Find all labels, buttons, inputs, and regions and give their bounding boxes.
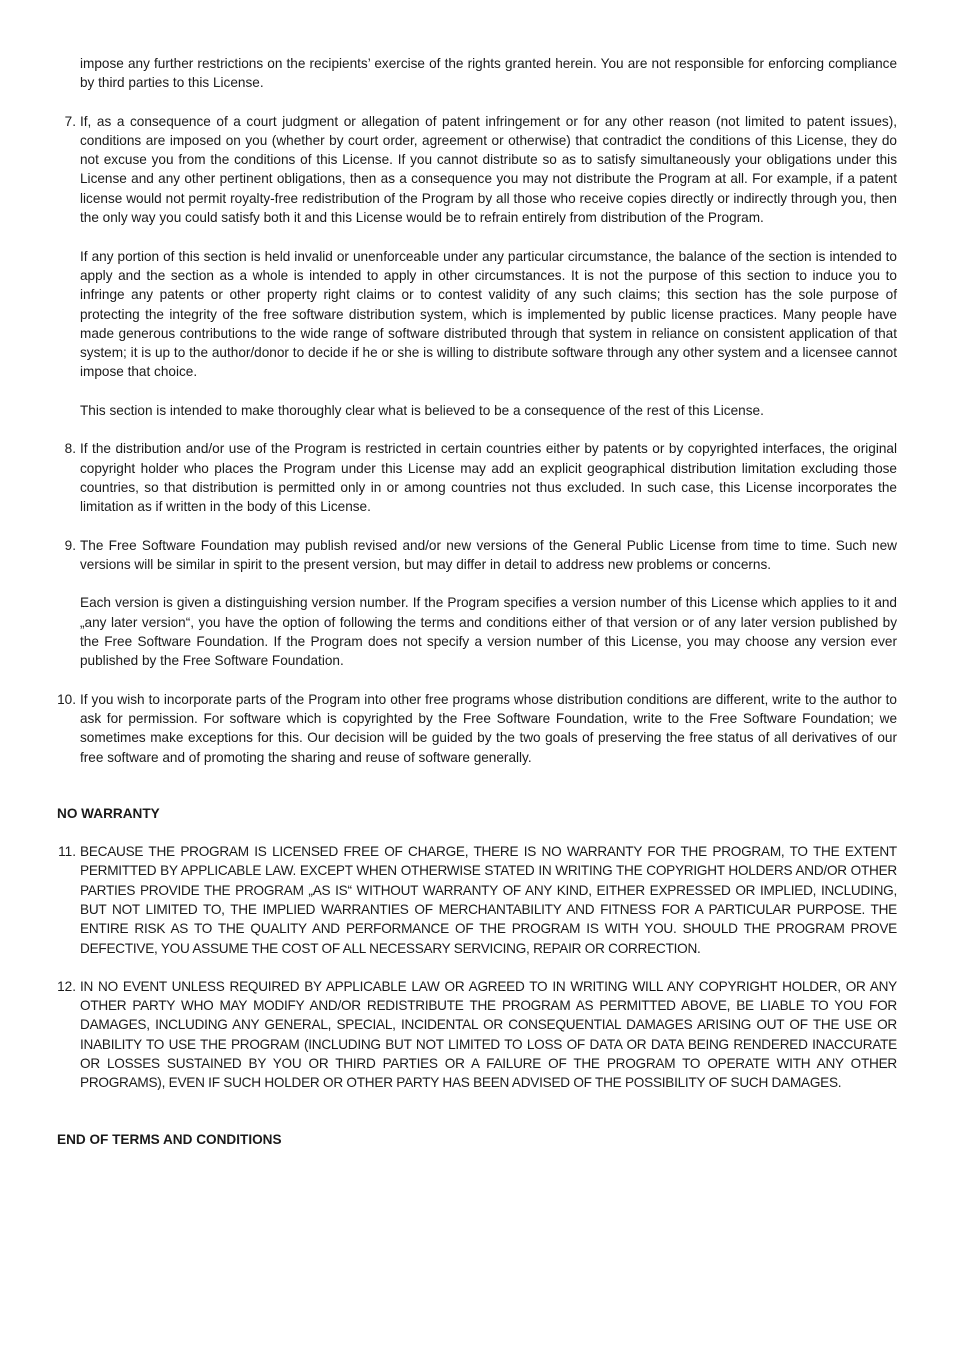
item-paragraph: Each version is given a distinguishing version number. If the Program specifies a version number of this License which applies to it and „any later version“, you have the option of following the terms and conditions either of that version or of any later version published by the Free Software Foundation. If the Program does not specify a version number of this License, you may choose any version ever published by the Free Software Foundation.	[80, 595, 897, 669]
no-warranty-heading: NO WARRANTY	[57, 805, 160, 821]
section-items-part1	[57, 112, 897, 767]
item-paragraph: If the distribution and/or use of the Program is restricted in certain countries either by patents or by copyrighted interfaces, the original copyright holder who places the Program under this License may add an explicit geographical distribution limitation excluding those countries, so that distribution is permitted only in or among countries not thus excluded. In such case, this License incorporates the limitation as if written in the body of this License.	[80, 441, 897, 515]
list-item-10	[57, 690, 897, 767]
item-paragraph: BECAUSE THE PROGRAM IS LICENSED FREE OF CHARGE, THERE IS NO WARRANTY FOR THE PROGRAM, TO THE EXTENT PERMITTED BY APPLICABLE LAW. EXCEPT WHEN OTHERWISE STATED IN WRITING THE COPYRIGHT HOLDERS AND/OR OTHER PARTIES PROVIDE THE PROGRAM „AS IS“ WITHOUT WARRANTY OF ANY KIND, EITHER EXPRESSED OR IMPLIED, INCLUDING, BUT NOT LIMITED TO, THE IMPLIED WARRANTIES OF MERCHANTABILITY AND FITNESS FOR A PARTICULAR PURPOSE. THE ENTIRE RISK AS TO THE QUALITY AND PERFORMANCE OF THE PROGRAM IS WITH YOU. SHOULD THE PROGRAM PROVE DEFECTIVE, YOU ASSUME THE COST OF ALL NECESSARY SERVICING, REPAIR OR CORRECTION.	[80, 844, 897, 956]
item-body	[80, 439, 897, 516]
item-number: 8.	[64, 441, 76, 457]
page-content	[57, 54, 897, 1149]
list-item-7	[57, 112, 897, 421]
list-item-8	[57, 439, 897, 516]
section-items-part2	[57, 842, 897, 1093]
item-paragraph: If, as a consequence of a court judgment or allegation of patent infringement or for any other reason (not limited to patent issues), conditions are imposed on you (whether by court order, agreement or otherwise) that contradict the conditions of this License, they do not excuse you from the conditions of this License. If you cannot distribute so as to satisfy simultaneously your obligations under this License and any other pertinent obligations, then as a consequence you may not distribute the Program at all. For example, if a patent license would not permit royalty-free redistribution of the Program by all those who receive copies directly or indirectly through you, then the only way you could satisfy both it and this License would be to refrain entirely from distribution of the Program.	[80, 113, 897, 226]
list-item-9	[57, 536, 897, 671]
item-paragraph: IN NO EVENT UNLESS REQUIRED BY APPLICABLE LAW OR AGREED TO IN WRITING WILL ANY COPYRIGHT HOLDER, OR ANY OTHER PARTY WHO MAY MODIFY AND/OR REDISTRIBUTE THE PROGRAM AS PERMITTED ABOVE, BE LIABLE TO YOU FOR DAMAGES, INCLUDING ANY GENERAL, SPECIAL, INCIDENTAL OR CONSEQUENTIAL DAMAGES ARISING OUT OF THE USE OR INABILITY TO USE THE PROGRAM (INCLUDING BUT NOT LIMITED TO LOSS OF DATA OR DATA BEING RENDERED INACCURATE OR LOSSES SUSTAINED BY YOU OR THIRD PARTIES OR A FAILURE OF THE PROGRAM TO OPERATE WITH ANY OTHER PROGRAMS), EVEN IF SUCH HOLDER OR OTHER PARTY HAS BEEN ADVISED OF THE POSSIBILITY OF SUCH DAMAGES.	[80, 978, 897, 1091]
list-item-12	[57, 977, 897, 1093]
list-item-11	[57, 842, 897, 958]
item-body	[80, 977, 897, 1093]
item-paragraph: The Free Software Foundation may publish revised and/or new versions of the General Public License from time to time. Such new versions will be similar in spirit to the present version, but may differ in detail to address new problems or concerns.	[80, 537, 897, 572]
item-body	[80, 842, 897, 958]
item-body	[80, 536, 897, 671]
intro-continuation-paragraph: impose any further restrictions on the recipients’ exercise of the rights granted herein. You are not responsible for enforcing compliance by third parties to this License.	[80, 56, 897, 91]
item-paragraph: If you wish to incorporate parts of the Program into other free programs whose distribution conditions are different, write to the author to ask for permission. For software which is copyrighted by the Free Software Foundation, write to the Free Software Foundation; we sometimes make exceptions for this. Our decision will be guided by the two goals of preserving the free status of all derivatives of our free software and of promoting the sharing and reuse of software generally.	[80, 691, 897, 765]
item-body	[80, 112, 897, 421]
item-number: 10.	[57, 691, 76, 707]
item-body	[80, 690, 897, 767]
item-number: 11.	[58, 844, 76, 860]
item-paragraph: If any portion of this section is held invalid or unenforceable under any particular circumstance, the balance of the section is intended to apply and the section as a whole is intended to apply in other circumstances. It is not the purpose of this section to induce you to infringe any patents or other property right claims or to contest validity of any such claims; this section has the sole purpose of protecting the integrity of the free software distribution system, which is implemented by public license practices. Many people have made generous contributions to the wide range of software distributed through that system in reliance on consistent application of that system; it is up to the author/donor to decide if he or she is willing to distribute software through any other system and a licensee cannot impose that choice.	[80, 248, 897, 380]
item-paragraph: This section is intended to make thoroughly clear what is believed to be a consequence of the rest of this License.	[80, 403, 764, 419]
item-number: 9.	[64, 537, 76, 553]
item-number: 12.	[57, 978, 76, 994]
item-number: 7.	[64, 113, 76, 129]
end-of-terms-heading: END OF TERMS AND CONDITIONS	[57, 1131, 282, 1147]
